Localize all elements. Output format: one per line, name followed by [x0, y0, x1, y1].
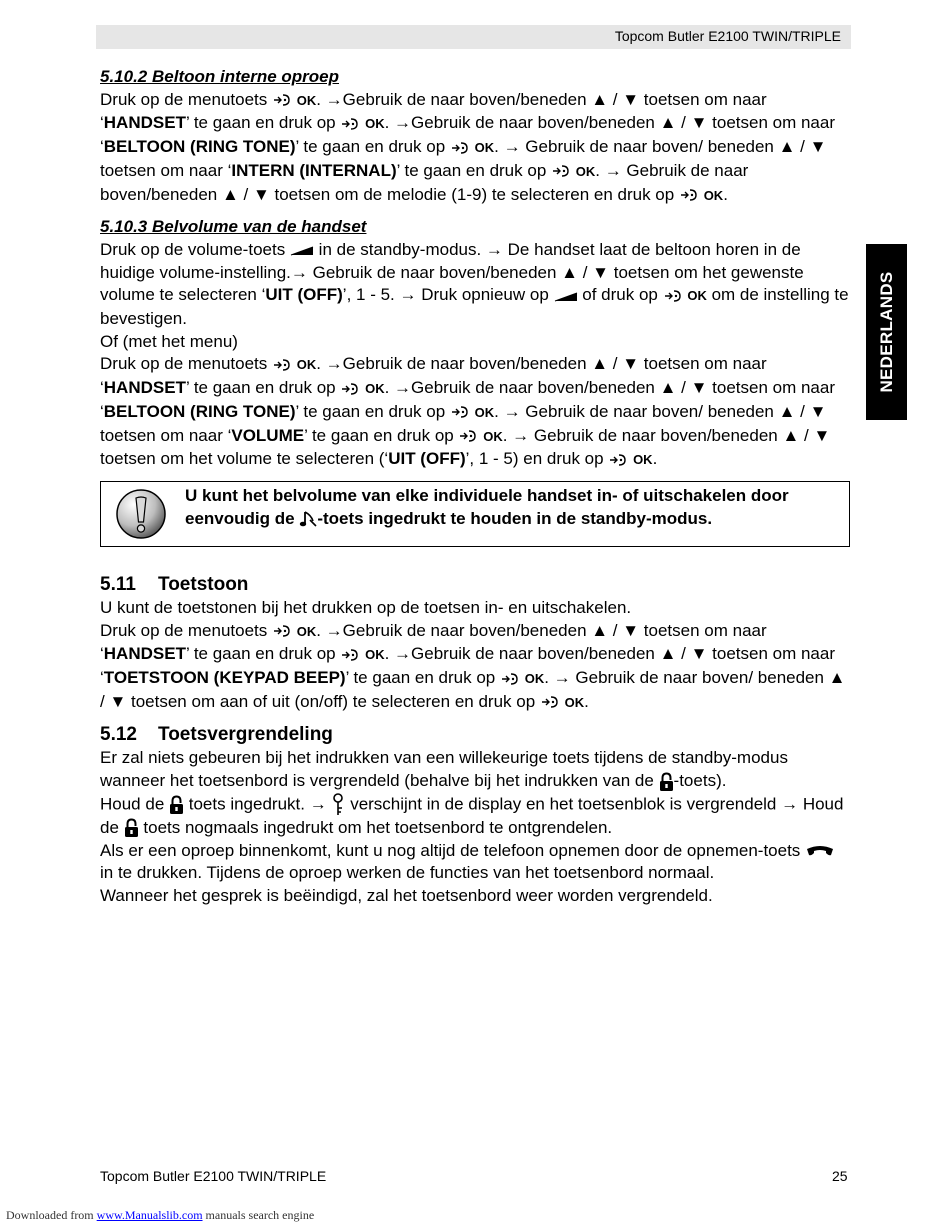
- text: ’, 1 - 5) en druk op: [465, 449, 604, 469]
- menu-key-icon: [458, 429, 478, 443]
- menu-key-icon: [272, 358, 292, 372]
- section-5-12-para-2: [100, 793, 850, 840]
- section-title: Toetsvergrendeling: [158, 724, 333, 746]
- ok-label: OK: [564, 694, 585, 710]
- section-number: 5.12: [100, 724, 137, 746]
- note-text-a: U kunt het belvolume van elke individuele handset in- of uitschakelen door eenvoudig de: [185, 485, 789, 528]
- ok-label: OK: [687, 288, 707, 304]
- menu-term-toetstoon: TOETSTOON (KEYPAD BEEP): [103, 668, 346, 688]
- text: Houd de: [100, 794, 165, 814]
- section-5-10-3-para-2: Of (met het menu): [100, 331, 238, 351]
- menu-key-icon: [340, 382, 360, 396]
- note-text-b: -toets ingedrukt te houden in de standby-modus.: [317, 508, 713, 528]
- ok-label: OK: [474, 140, 495, 156]
- text: . →Gebruik de naar boven/beneden ▲ / ▼ toetsen om naar ‘: [100, 644, 835, 688]
- ok-label: OK: [483, 428, 503, 444]
- text: Druk op de menutoets: [100, 354, 268, 374]
- menu-term-uit: UIT (OFF): [388, 449, 466, 469]
- text: ’, 1 - 5. → Druk opnieuw op: [342, 285, 549, 305]
- text: toets nogmaals ingedrukt om het toetsenbord te ontgrendelen.: [143, 817, 613, 837]
- section-5-12-para-1: [100, 747, 850, 792]
- text: Als er een oproep binnenkomt, kunt u nog altijd de telefoon opnemen door de opnemen-toets: [100, 840, 801, 860]
- text: Druk op de volume-toets: [100, 239, 286, 259]
- section-5-11-para-2: Druk op de menutoets OK. →Gebruik de naar boven/beneden ▲ / ▼ toetsen om naar ‘HANDSET’ te gaan en druk op OK. →Gebruik de naar boven/beneden ▲ / ▼ toetsen om naar ‘TOETSTOON (KEYPAD BEEP)’ te gaan en druk op OK. → Gebruik de naar boven/ beneden ▲ / ▼ toetsen om aan of uit (on/off) te selecteren en druk op OK.: [100, 620, 846, 711]
- menu-key-icon: [272, 93, 292, 107]
- menu-key-icon: [500, 672, 520, 686]
- header-bar: [96, 25, 851, 49]
- section-5-10-2-title: 5.10.2 Beltoon interne oproep: [100, 67, 339, 86]
- volume-key-icon: [290, 244, 314, 256]
- text: . → Gebruik de naar boven/beneden ▲ / ▼ toetsen om de melodie (1-9) te selecteren en druk op: [100, 160, 749, 204]
- ok-label: OK: [524, 671, 545, 687]
- lock-icon: [124, 818, 139, 838]
- menu-key-icon: [450, 405, 470, 419]
- text: ’ te gaan en druk op: [345, 668, 496, 688]
- text: . → Gebruik de naar boven/beneden ▲ / ▼ toetsen om het volume te selecteren (‘: [100, 425, 831, 469]
- menu-key-icon: [663, 289, 683, 303]
- section-5-10-2-body: Druk op de menutoets OK. →Gebruik de naar boven/beneden ▲ / ▼ toetsen om naar ‘HANDSET’ te gaan en druk op OK. →Gebruik de naar boven/beneden ▲ / ▼ toetsen om naar ‘BELTOON (RING TONE)’ te gaan en druk op OK. → Gebruik de naar boven/ beneden ▲ / ▼ toetsen om naar ‘INTERN (INTERNAL)’ te gaan en druk op OK. → Gebruik de naar boven/beneden ▲ / ▼ toetsen om de melodie (1-9) te selecteren en druk op OK.: [100, 89, 835, 204]
- section-5-11-para-1: U kunt de toetstonen bij het drukken op de toetsen in- en uitschakelen.: [100, 597, 632, 617]
- text: ’ te gaan en druk op: [185, 113, 336, 133]
- menu-term-handset: HANDSET: [103, 644, 186, 664]
- text: . →Gebruik de naar boven/beneden ▲ / ▼ toetsen om naar ‘: [100, 620, 767, 664]
- text: ’ te gaan en druk op: [304, 425, 454, 445]
- text: -toets).: [673, 771, 727, 791]
- text: ’ te gaan en druk op: [396, 160, 547, 180]
- text: Er zal niets gebeuren bij het indrukken van een willekeurige toets tijdens de standby-modus wanneer het toetsenbord is vergrendeld (behalve bij het indrukken van de: [100, 748, 788, 791]
- section-5-11-heading: [100, 573, 850, 597]
- ok-label: OK: [296, 92, 317, 108]
- text: ’ te gaan en druk op: [185, 378, 336, 398]
- menu-key-icon: [340, 648, 360, 662]
- section-5-12-para-3: [100, 840, 850, 885]
- section-5-12-heading: [100, 723, 850, 747]
- menu-term-beltoon: BELTOON (RING TONE): [103, 401, 296, 421]
- menu-key-icon: [340, 117, 360, 131]
- ok-label: OK: [365, 647, 385, 663]
- text: . → Gebruik de naar boven/ beneden ▲ / ▼ toetsen om naar ‘: [100, 137, 827, 180]
- menu-term-handset: HANDSET: [103, 378, 186, 398]
- phone-handset-icon: [805, 844, 835, 858]
- text: ’ te gaan en druk op: [185, 644, 336, 664]
- text: ’ te gaan en druk op: [295, 137, 446, 157]
- menu-key-icon: [540, 695, 560, 709]
- note-box: [100, 481, 850, 547]
- section-5-11: [100, 573, 850, 715]
- text: in te drukken. Tijdens de oproep werken de functies van het toetsenbord normaal.: [100, 863, 715, 883]
- footer-title: Topcom Butler E2100 TWIN/TRIPLE: [100, 1168, 327, 1184]
- text: verschijnt in de display en het toetsenblok is vergrendeld → Houd de: [100, 794, 844, 837]
- ok-label: OK: [365, 381, 385, 397]
- ok-label: OK: [296, 357, 317, 373]
- text: in de standby-modus. → De handset laat de beltoon horen in de huidige volume-instelling.→ Gebruik de naar boven/beneden ▲ / ▼ toetsen om het gewenste volume te selecteren ‘: [100, 239, 804, 305]
- language-tab-label: NEDERLANDS: [876, 271, 896, 393]
- text: . →Gebruik de naar boven/beneden ▲ / ▼ toetsen om naar ‘: [100, 113, 835, 157]
- text: om de instelling te bevestigen.: [100, 285, 849, 329]
- volume-key-icon: [554, 290, 578, 302]
- text: ’ te gaan en druk op: [295, 401, 446, 421]
- section-5-10-3-para-1: [100, 239, 850, 331]
- download-suffix: manuals search engine: [205, 1208, 315, 1222]
- text: of druk op: [582, 285, 658, 305]
- lock-icon: [169, 795, 184, 815]
- ok-label: OK: [365, 116, 385, 132]
- lock-icon: [659, 772, 674, 792]
- text: . → Gebruik de naar boven/ beneden ▲ / ▼ toetsen om naar ‘: [100, 401, 827, 445]
- page-content: [100, 66, 850, 917]
- menu-term-intern: INTERN (INTERNAL): [231, 160, 397, 180]
- language-tab: [866, 244, 907, 420]
- text: toets ingedrukt. →: [188, 794, 327, 814]
- ok-label: OK: [633, 452, 653, 468]
- menu-term-volume: VOLUME: [231, 425, 305, 445]
- text: . →Gebruik de naar boven/beneden ▲ / ▼ toetsen om naar ‘: [100, 378, 835, 421]
- section-5-10-3-title: 5.10.3 Belvolume van de handset: [100, 217, 367, 237]
- menu-key-icon: [551, 164, 571, 178]
- section-5-10-2: [100, 66, 850, 207]
- ok-label: OK: [296, 623, 317, 639]
- text: Druk op de menutoets: [100, 89, 268, 109]
- menu-term-uit: UIT (OFF): [265, 285, 343, 305]
- section-5-12-para-4: Wanneer het gesprek is beëindigd, zal het toetsenbord weer worden vergrendeld.: [100, 885, 713, 905]
- header-title: Topcom Butler E2100 TWIN/TRIPLE: [614, 28, 841, 44]
- section-5-10-3: [100, 216, 850, 472]
- menu-key-icon: [272, 624, 292, 638]
- menu-term-handset: HANDSET: [103, 113, 186, 133]
- section-5-12: [100, 723, 850, 907]
- ok-label: OK: [703, 187, 724, 203]
- section-number: 5.11: [100, 573, 136, 595]
- text: Druk op de menutoets: [100, 620, 268, 640]
- menu-term-beltoon: BELTOON (RING TONE): [103, 137, 296, 157]
- text: . →Gebruik de naar boven/beneden ▲ / ▼ toetsen om naar ‘: [100, 89, 767, 133]
- page-number: 25: [832, 1168, 848, 1184]
- music-note-icon: [299, 510, 317, 528]
- manualslib-link[interactable]: www.Manualslib.com: [96, 1208, 203, 1222]
- text: . → Gebruik de naar boven/ beneden ▲ / ▼ toetsen om aan of uit (on/off) te selecteren en druk op: [100, 668, 846, 711]
- menu-key-icon: [608, 453, 628, 467]
- ok-label: OK: [474, 404, 495, 420]
- section-title: Toetstoon: [158, 573, 249, 595]
- key-icon: [331, 793, 345, 817]
- ok-label: OK: [575, 163, 596, 179]
- exclamation-caution-icon: [115, 488, 167, 546]
- text: . →Gebruik de naar boven/beneden ▲ / ▼ toetsen om naar ‘: [100, 354, 767, 398]
- download-prefix: Downloaded from: [6, 1208, 94, 1222]
- section-5-10-3-para-3: Druk op de menutoets OK. →Gebruik de naar boven/beneden ▲ / ▼ toetsen om naar ‘HANDSET’ te gaan en druk op OK. →Gebruik de naar boven/beneden ▲ / ▼ toetsen om naar ‘BELTOON (RING TONE)’ te gaan en druk op OK. → Gebruik de naar boven/ beneden ▲ / ▼ toetsen om naar ‘VOLUME’ te gaan en druk op OK. → Gebruik de naar boven/beneden ▲ / ▼ toetsen om het volume te selecteren (‘UIT (OFF)’, 1 - 5) en druk op OK.: [100, 354, 835, 469]
- download-note: [6, 1208, 314, 1223]
- menu-key-icon: [679, 188, 699, 202]
- menu-key-icon: [450, 141, 470, 155]
